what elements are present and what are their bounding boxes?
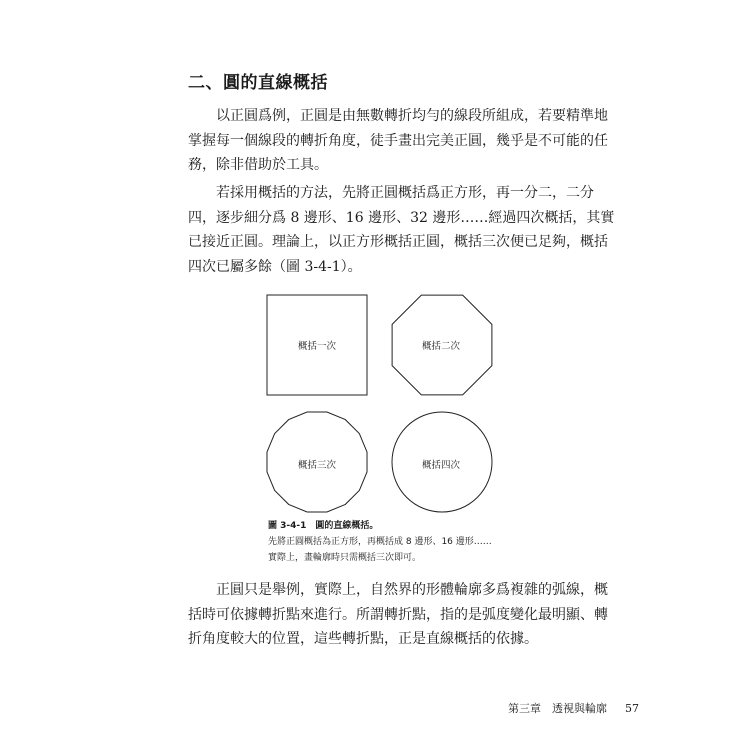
shape-label-octagon: 概括二次: [422, 341, 461, 352]
paragraph-line: 以正圓爲例，正圓是由無數轉折均勻的線段所組成，若要精準地: [216, 108, 608, 124]
caption-line: 先將正圓概括為正方形，再概括成 8 邊形、16 邊形……: [268, 537, 492, 547]
page-number: 57: [625, 702, 639, 715]
shape-label-square: 概括一次: [298, 341, 337, 352]
shape-label-hexadecagon: 概括三次: [298, 460, 337, 471]
paragraph-line: 若採用概括的方法，先將正圓概括爲正方形，再一分二，二分: [216, 185, 594, 201]
paragraph-line: 四，逐步細分爲 8 邊形、16 邊形、32 邊形……經過四次概括，其實: [188, 209, 615, 226]
caption-line: 實際上，畫輪廓時只需概括三次即可。: [268, 553, 422, 563]
paragraph-line: 四次已屬多餘（圖 3-4-1）。: [188, 258, 362, 275]
caption-title: 圖 3-4-1 圓的直線概括。: [268, 521, 379, 531]
paragraph-3: [188, 578, 608, 652]
shape-label-circle: 概括四次: [422, 460, 461, 471]
paragraph-line: 務，除非借助於工具。: [188, 157, 328, 173]
chapter-title: 第三章 透視與輪廓: [508, 702, 607, 715]
paragraph-line: 掌握每一個線段的轉折角度，徒手畫出完美正圓，幾乎是不可能的任: [188, 132, 608, 149]
paragraph-1: [188, 104, 608, 178]
figure-3-4-1: [260, 290, 510, 515]
paragraph-line: 正圓只是舉例，實際上，自然界的形體輪廓多爲複雜的弧線，概: [216, 582, 608, 598]
paragraph-line: 折角度較大的位置，這些轉折點，正是直線概括的依據。: [188, 631, 538, 647]
paragraph-line: 括時可依據轉折點來進行。所謂轉折點，指的是弧度變化最明顯、轉: [188, 606, 608, 623]
page-footer: [508, 700, 639, 716]
paragraph-line: 已接近正圓。理論上，以正方形概括正圓，概括三次便已足夠，概括: [188, 234, 608, 250]
figure-caption: [268, 518, 492, 566]
section-heading: 二、圓的直線概括: [188, 73, 328, 93]
figure-shapes: [260, 290, 510, 515]
paragraph-2: [188, 181, 615, 279]
